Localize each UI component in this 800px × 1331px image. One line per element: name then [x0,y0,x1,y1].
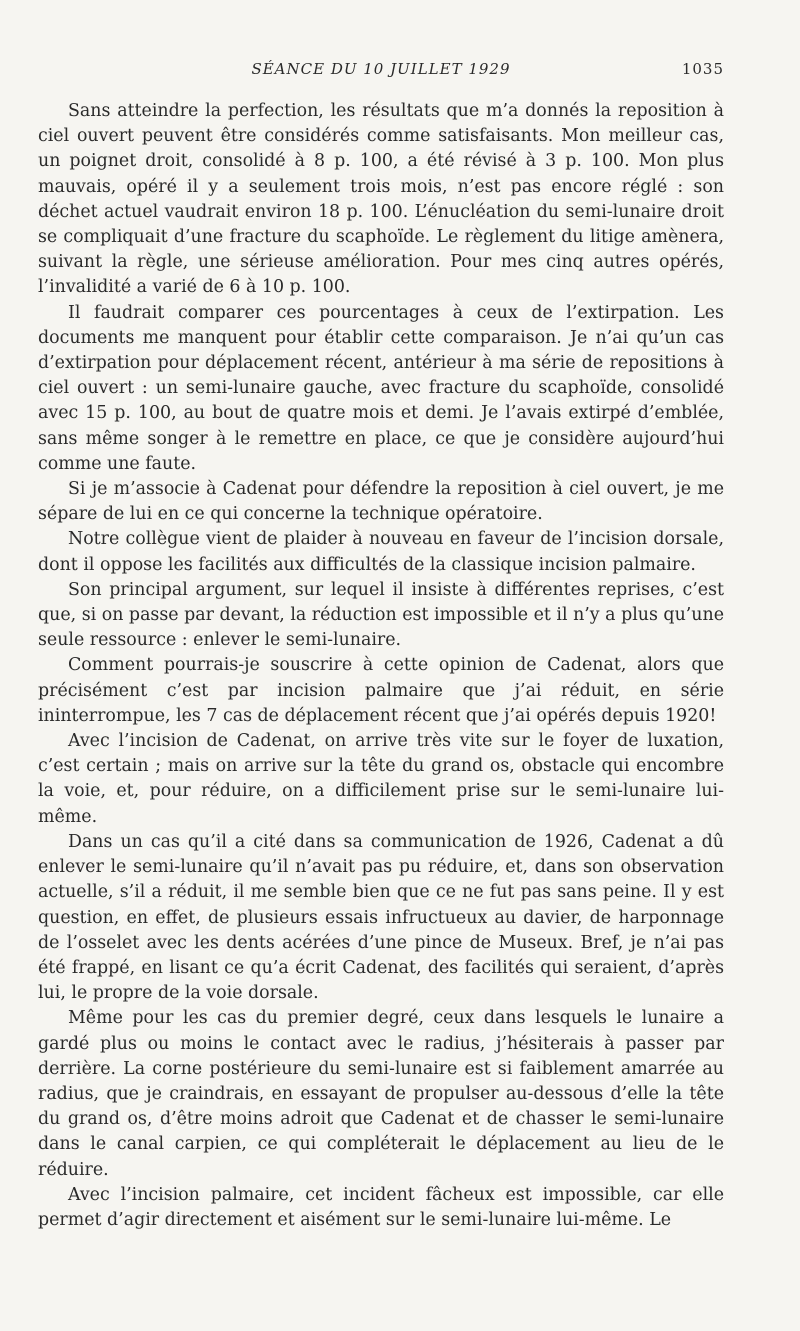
paragraph: Son principal argument, sur lequel il insiste à différentes reprises, c’est que, si on passe par devant, la réduction est impossible et il n’y a plus qu’une seule ressource : enlever le semi-lunaire. [38,579,724,651]
paragraph: Même pour les cas du premier degré, ceux dans lesquels le lunaire a gardé plus ou moins le contact avec le radius, j’hésiterais à passer par derrière. La corne postérieure du semi-lunaire est si faiblement amarrée au radius, que je craindrais, en essayant de propulser au-dessous d’elle la tête du grand os, d’être moins adroit que Cadenat et de chasser le semi-lunaire dans le canal carpien, ce qui compléterait le déplacement au lieu de le réduire. [38,1008,724,1180]
paragraph: Il faudrait comparer ces pourcentages à ceux de l’extirpation. Les documents me manquent pour établir cette comparaison. Je n’ai qu’un cas d’extirpation pour déplacement récent, antérieur à ma série de repositions à ciel ouvert : un semi-lunaire gauche, avec fracture du scaphoïde, consolidé avec 15 p. 100, au bout de quatre mois et demi. Je l’avais extirpé d’emblée, sans même songer à le remettre en place, ce que je considère aujourd’hui comme une faute. [38,302,724,474]
paragraph: Avec l’incision palmaire, cet incident fâcheux est impossible, car elle permet d’agir directement et aisément sur le semi-lunaire lui-même. Le [38,1184,724,1230]
page-header [38,60,724,84]
running-head: SÉANCE DU 10 JUILLET 1929 [251,60,511,78]
paragraph: Comment pourrais-je souscrire à cette opinion de Cadenat, alors que précisément c’est par incision palmaire que j’ai réduit, en série ininterrompue, les 7 cas de déplacement récent que j’ai opérés depuis 1920! [38,655,724,726]
paragraph: Sans atteindre la perfection, les résultats que m’a donnés la reposition à ciel ouvert peuvent être considérés comme satisfaisants. Mon meilleur cas, un poignet droit, consolidé à 8 p. 100, a été révisé à 3 p. 100. Mon plus mauvais, opéré il y a seulement trois mois, n’est pas encore réglé : son déchet actuel vaudrait environ 18 p. 100. L’énucléation du semi-lunaire droit se compliquait d’une fracture du scaphoïde. Le règlement du litige amènera, suivant la règle, une sérieuse amélioration. Pour mes cinq autres opérés, l’invalidité a varié de 6 à 10 p. 100. [38,101,724,298]
paragraph: Avec l’incision de Cadenat, on arrive très vite sur le foyer de luxation, c’est certain ; mais on arrive sur la tête du grand os, obstacle qui encombre la voie, et, pour réduire, on a difficilement prise sur le semi-lunaire lui-même. [38,731,724,827]
page-number: 1035 [681,60,724,78]
body-text [38,99,724,1233]
paragraph: Dans un cas qu’il a cité dans sa communication de 1926, Cadenat a dû enlever le semi-lunaire qu’il n’avait pas pu réduire, et, dans son observation actuelle, s’il a réduit, il me semble bien que ce ne fut pas sans peine. Il y est question, en effet, de plusieurs essais infructueux au davier, de harponnage de l’osselet avec les dents acérées d’une pince de Museux. Bref, je n’ai pas été frappé, en lisant ce qu’a écrit Cadenat, des facilités qui seraient, d’après lui, le propre de la voie dorsale. [38,831,724,1004]
paragraph: Si je m’associe à Cadenat pour défendre la reposition à ciel ouvert, je me sépare de lui en ce qui concerne la technique opératoire. [38,479,724,525]
paragraph: Notre collègue vient de plaider à nouveau en faveur de l’incision dorsale, dont il oppose les facilités aux difficultés de la classique incision palmaire. [38,529,724,575]
